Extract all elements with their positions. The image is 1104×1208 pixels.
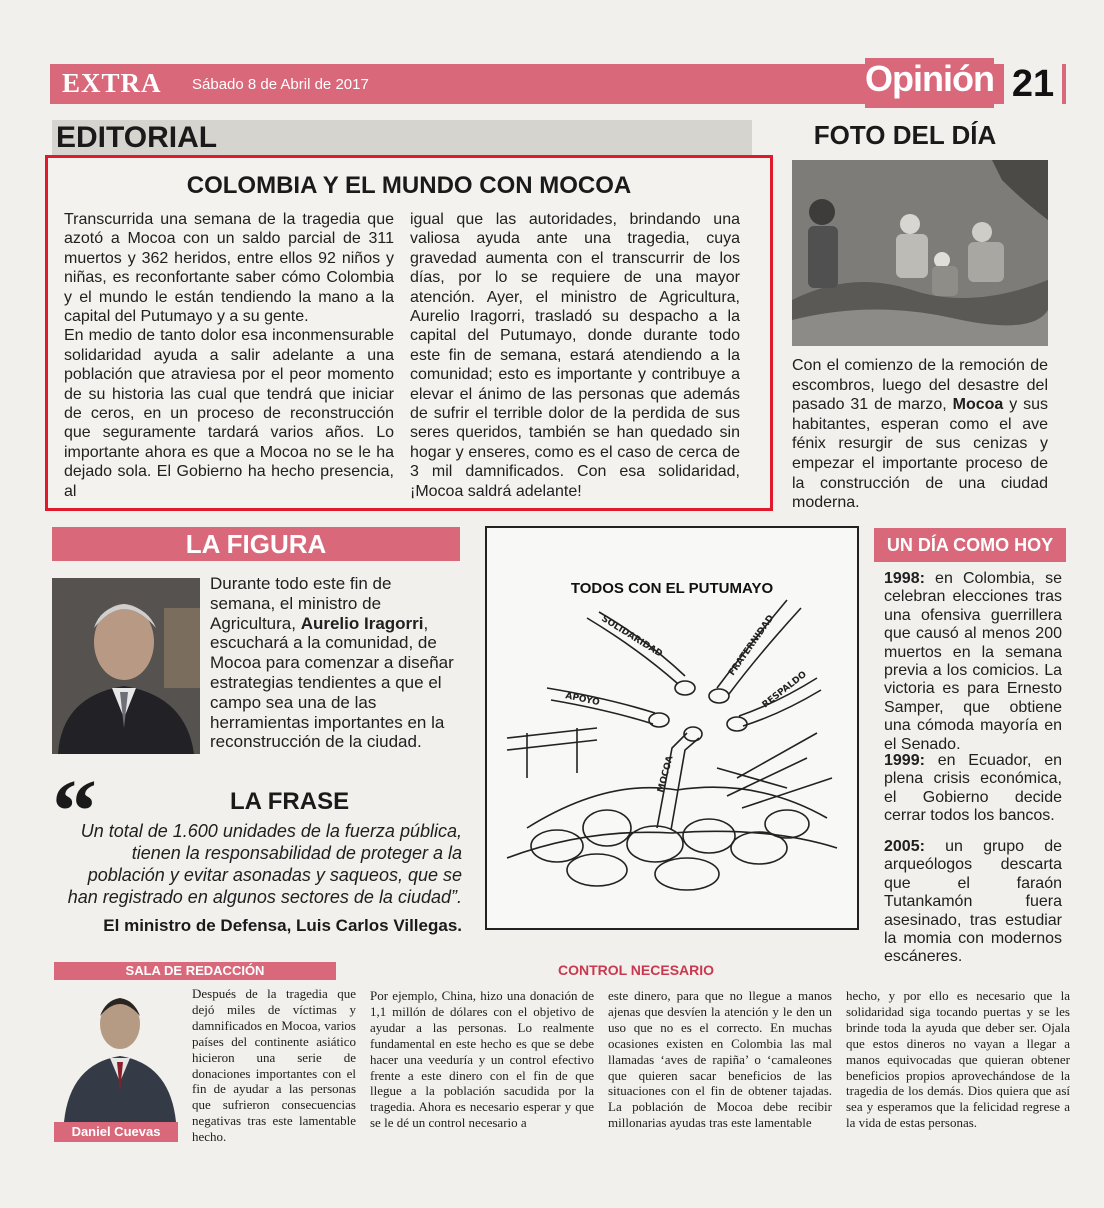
cartoon-label: RESPALDO	[760, 669, 809, 711]
la-figura-heading: LA FIGURA	[52, 527, 460, 561]
history-year: 2005:	[884, 838, 925, 855]
section-title: Opinión	[865, 58, 994, 108]
history-year: 1999:	[884, 752, 925, 769]
figura-text-part: , escuchará a la comunidad, de Mocoa para comenzar a diseñar estrategias tendientes a que el campo sea una de las herramientas importantes en la reconstrucción de la ciudad.	[210, 613, 454, 752]
column-text-4: hecho, y por ello es necesario que la solidaridad siga tocando puertas y se les brinde toda la ayuda que deber ser. Ojala que estos dineros no vayan a llegar a manos equivocadas que quieran obtener beneficios propios aprovechándose de la tragedia de los demás. Dios quiera que así sea y esperamos que la felicidad regrese a la vida de estas personas.	[846, 988, 1070, 1131]
caption-highlight: Mocoa	[952, 396, 1004, 414]
issue-date: Sábado 8 de Abril de 2017	[192, 76, 369, 93]
history-entry	[884, 752, 1062, 826]
cartoon-label: MOCOA	[656, 754, 676, 794]
masthead-bar	[50, 58, 1066, 105]
cartoon-label: SOLIDARIDAD	[599, 614, 664, 660]
caption-text: Con el comienzo de la remoción de escombros, luego del desastre del pasado 31 de marzo,	[792, 357, 1048, 414]
history-text: un grupo de arqueólogos descarta que el faraón Tutankamón fuera asesinado, tras estudiar la momia con modernos escáneres.	[884, 838, 1062, 966]
photo-of-day-heading: FOTO DEL DÍA	[813, 120, 997, 150]
portrait-illustration	[52, 578, 200, 754]
cartoon-label: FRATERNIDAD	[727, 613, 777, 678]
editorial-paragraph: En medio de tanto dolor esa inconmensurable solidaridad ayuda a salir adelante a una población que atraviesa por el peor momento de su historia las cual que tendrá que iniciar de ceros, en un proceso de reconstrucción que seguramente tardará varios años. Lo importante ahora es que a Mocoa no se le ha dejado sola. El Gobierno ha hecho presencia, al	[64, 327, 394, 500]
editorial-title: COLOMBIA Y EL MUNDO CON MOCOA	[186, 172, 632, 199]
editorial-cartoon	[485, 526, 859, 930]
history-year: 1998:	[884, 570, 925, 587]
un-dia-como-hoy-heading: UN DÍA COMO HOY	[874, 528, 1066, 562]
history-entry	[884, 838, 1062, 967]
la-frase-quote: Un total de 1.600 unidades de la fuerza pública, tienen la responsabilidad de proteger a la población y evitar asonadas y saqueos, que se han registrado en algunos sectores de la ciudad”.	[67, 821, 462, 907]
cartoon-title: TODOS CON EL PUTUMAYO	[570, 580, 774, 597]
la-figura-text	[210, 574, 460, 752]
editorial-box	[45, 155, 773, 511]
history-text: en Ecuador, en plena crisis económica, el Gobierno decide cerrar todos los bancos.	[884, 752, 1062, 825]
photo-caption	[792, 356, 1048, 513]
page-number: 21	[1004, 60, 1062, 108]
cartoon-label: APOYO	[564, 691, 601, 709]
editorial-paragraph: igual que las autoridades, brindando una valiosa ayuda ante una tragedia, cuya gravedad aumenta con el transcurrir de los días, por lo se requiere de una mayor atención. Ayer, el ministro de Agricultura, Aurelio Iragorri, trasladó su despacho a la capital del Putumayo, donde durante todo este fin de semana, estará atendiendo a la comunidad; esto es importante y contribuye a elevar el ánimo de las personas que además de sufrir el terrible dolor de la perdida de sus seres queridos, también se han quedado sin hogar y enseres, como es el caso de cerca de 3 mil damnificados. Con esa solidaridad, ¡Mocoa saldrá adelante!	[410, 211, 740, 500]
editorial-heading: EDITORIAL	[52, 120, 752, 156]
newspaper-logo: EXTRA	[62, 68, 162, 98]
editorial-column-1	[64, 210, 394, 501]
columnist-photo	[54, 982, 184, 1122]
columnist-illustration	[54, 982, 184, 1122]
minister-portrait	[52, 578, 200, 754]
editorial-paragraph: Transcurrida una semana de la tragedia que azotó a Mocoa con un saldo parcial de 311 muertos y 362 heridos, entre ellos 92 niños y niñas, es reconfortante saber cómo Colombia y el mundo le están tendiendo la mano a la capital del Putumayo y a su gente.	[64, 211, 394, 326]
quote-mark-icon: “	[52, 762, 97, 861]
sala-de-redaccion-heading: SALA DE REDACCIÓN	[54, 962, 336, 980]
columnist-name: Daniel Cuevas	[54, 1122, 178, 1142]
history-entry	[884, 570, 1062, 754]
column-text-1: Después de la tragedia que dejó miles de víctimas y damnificados en Mocoa, varios países del continente asiático hicieron una serie de donaciones importantes con el fin de ayudar a las personas que sufrieron consecuencias negativas tras este lamentable hecho.	[192, 986, 356, 1145]
cartoon-drawing	[487, 528, 857, 928]
column-text-2: Por ejemplo, China, hizo una donación de 1,1 millón de dólares con el objetivo de ayudar a las personas. Lo realmente fundamental en este hecho es que se debe hacer una veeduría y un control efectivo frente a este dinero con el fin de que llegue a la población sacudida por la tragedia. Ahora es necesario esperar y que se le dé un control necesario a	[370, 988, 594, 1131]
caption-text: y sus habitantes, esperan como el ave fénix resurgir de sus cenizas y empezar el importante proceso de la construcción de una ciudad moderna.	[792, 396, 1048, 512]
la-frase-author: El ministro de Defensa, Luis Carlos Villegas.	[103, 916, 462, 935]
column-title: CONTROL NECESARIO	[557, 962, 715, 978]
editorial-column-2	[410, 210, 740, 501]
history-text: en Colombia, se celebran elecciones tras una ofensiva guerrillera que causó al menos 200 muertos en la semana previa a los comicios. La victoria es para Ernesto Samper, que obtiene una cómoda mayoría en el Senado.	[884, 570, 1062, 753]
la-frase-heading: LA FRASE	[230, 788, 350, 815]
photo-illustration	[792, 160, 1048, 346]
figura-name: Aurelio Iragorri	[300, 613, 424, 633]
column-text-3: este dinero, para que no llegue a manos ajenas que desvíen la atención y le den un uso que no es el correcto. En muchas ocasiones existen en Colombia las mal llamadas ‘aves de rapiña’ o ‘camaleones que quieren sacar beneficios de las situaciones con el fin de obtener tajadas. La población de Mocoa debe recibir millonarias ayudas tras este lamentable	[608, 988, 832, 1131]
rescue-workers-photo	[792, 160, 1048, 346]
figura-text-part: Durante todo este fin de semana, el ministro de Agricultura,	[210, 574, 392, 633]
